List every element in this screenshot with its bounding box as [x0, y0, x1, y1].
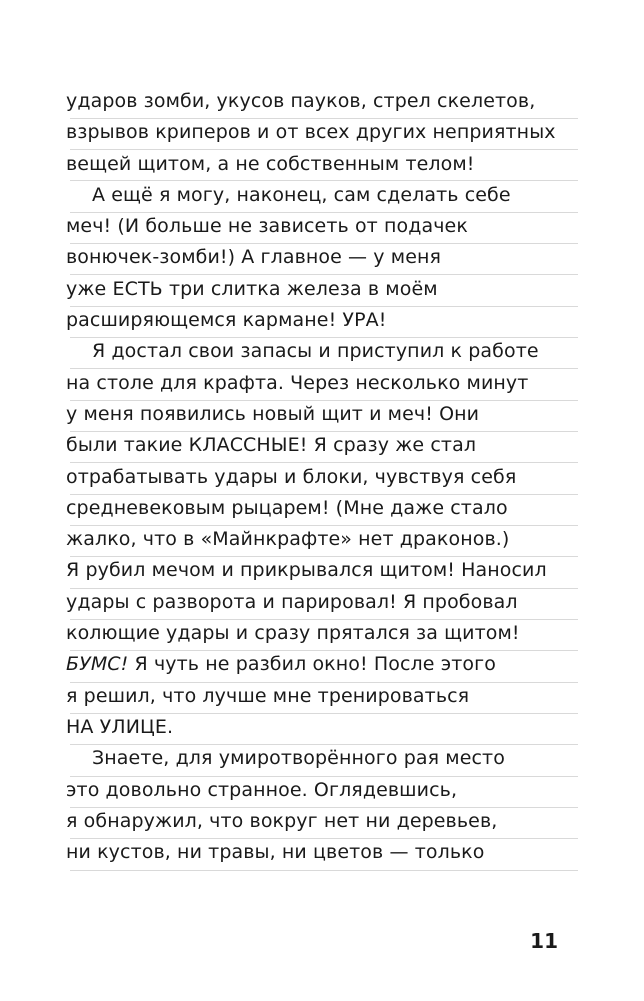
- text-line: на столе для крафта. Через несколько минут: [66, 371, 529, 394]
- text-line: удары с разворота и парировал! Я пробовал: [66, 590, 518, 613]
- text-line: средневековым рыцарем! (Мне даже стало: [66, 496, 508, 519]
- text-line: взрывов криперов и от всех других неприятных: [66, 121, 556, 144]
- text-line: ударов зомби, укусов пауков, стрел скелетов,: [66, 90, 536, 112]
- text-line: Знаете, для умиротворённого рая место: [92, 747, 505, 770]
- text-line: колющие удары и сразу прятался за щитом!: [66, 622, 520, 645]
- text-line: это довольно странное. Оглядевшись,: [66, 778, 458, 801]
- text-line: вещей щитом, а не собственным телом!: [66, 152, 475, 175]
- text-line: расширяющемся кармане! УРА!: [66, 309, 387, 332]
- text-line: Я достал свои запасы и приступил к работе: [92, 340, 539, 363]
- text-line: отрабатывать удары и блоки, чувствуя себя: [66, 465, 517, 488]
- text-line: я решил, что лучше мне тренироваться: [66, 684, 470, 707]
- text-line: Я рубил мечом и прикрывался щитом! Наносил: [66, 559, 547, 582]
- page-number: 11: [530, 929, 558, 953]
- text-line: А ещё я могу, наконец, сам сделать себе: [92, 183, 511, 206]
- text-line-emphasis: [66, 649, 586, 680]
- text-line: у меня появились новый щит и меч! Они: [66, 402, 480, 425]
- emphasis-text: БУМС!: [66, 653, 129, 676]
- body-text: [66, 86, 586, 868]
- rule-line: [70, 870, 578, 871]
- text-line: были такие КЛАССНЫЕ! Я сразу же стал: [66, 434, 477, 457]
- text-line: вонючек-зомби!) А главное — у меня: [66, 246, 442, 269]
- text-line: меч! (И больше не зависеть от подачек: [66, 215, 468, 238]
- text-line: НА УЛИЦЕ.: [66, 715, 174, 738]
- text-line: я обнаружил, что вокруг нет ни деревьев,: [66, 809, 498, 832]
- text-line-rest: Я чуть не разбил окно! После этого: [128, 653, 496, 676]
- text-line: жалко, что в «Майнкрафте» нет драконов.): [66, 528, 510, 551]
- text-line: уже ЕСТЬ три слитка железа в моём: [66, 277, 438, 300]
- text-line: ни кустов, ни травы, ни цветов — только: [66, 841, 485, 864]
